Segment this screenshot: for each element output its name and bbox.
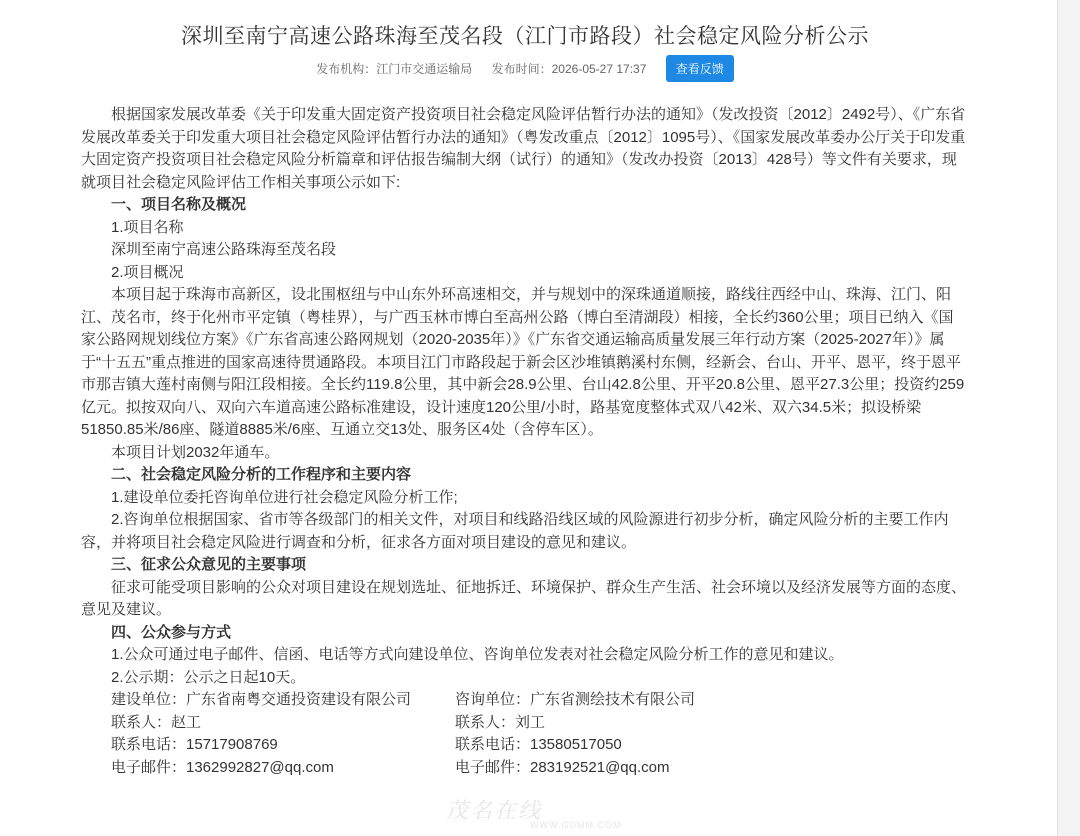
article-meta bbox=[0, 55, 1050, 82]
contact-row-persons bbox=[81, 712, 967, 735]
builder-unit: 建设单位：广东省南粤交通投资建设有限公司 bbox=[111, 691, 412, 708]
builder-contact-person: 联系人：赵工 bbox=[111, 713, 202, 731]
consultant-phone: 联系电话：13580517050 bbox=[455, 736, 622, 753]
project-completion: 本项目计划2032年通车。 bbox=[111, 443, 280, 461]
section-4-item-1: 1.公众可通过电子邮件、信函、电话等方式向建设单位、咨询单位发表对社会稳定风险分析工作的意见和建议。 bbox=[111, 646, 844, 663]
section-2-item-2: 2.咨询单位根据国家、省市等各级部门的相关文件，对项目和线路沿线区域的风险源进行初步分析，确定风险分析的主要工作内容，并将项目社会稳定风险进行调查和分析，征求各方面对项目建设的意见和建议。 bbox=[81, 511, 949, 551]
site-watermark-url: WWW.GDMM.COM bbox=[530, 820, 622, 830]
section-1-item-2: 2.项目概况 bbox=[111, 263, 184, 281]
section-1-item-1: 1.项目名称 bbox=[111, 218, 184, 236]
publisher-label: 发布机构：江门市交通运输局 bbox=[316, 62, 473, 76]
project-name: 深圳至南宁高速公路珠海至茂名段 bbox=[111, 241, 337, 258]
consultant-unit: 咨询单位：广东省测绘技术有限公司 bbox=[455, 691, 696, 708]
scrollbar[interactable] bbox=[1057, 0, 1080, 836]
builder-phone: 联系电话：15717908769 bbox=[111, 736, 278, 753]
contact-row-units bbox=[81, 689, 967, 712]
publish-time: 发布时间：2026-05-27 17:37 bbox=[491, 62, 647, 76]
page-title: 深圳至南宁高速公路珠海至茂名段（江门市路段）社会稳定风险分析公示 bbox=[181, 25, 869, 48]
article-body bbox=[81, 104, 967, 779]
builder-email: 电子邮件：1362992827@qq.com bbox=[111, 758, 334, 776]
consultant-email: 电子邮件：283192521@qq.com bbox=[455, 758, 670, 776]
section-3-heading: 三、征求公众意见的主要事项 bbox=[111, 556, 307, 573]
section-4-heading: 四、公众参与方式 bbox=[111, 623, 232, 641]
section-2-item-1: 1.建设单位委托咨询单位进行社会稳定风险分析工作; bbox=[111, 488, 458, 506]
consultant-contact-person: 联系人：刘工 bbox=[455, 713, 546, 731]
view-feedback-button[interactable]: 查看反馈 bbox=[666, 55, 734, 82]
section-2-heading: 二、社会稳定风险分析的工作程序和主要内容 bbox=[111, 466, 412, 483]
contact-row-phones bbox=[81, 734, 967, 757]
contact-row-emails bbox=[81, 757, 967, 780]
section-3-text: 征求可能受项目影响的公众对项目建设在规划选址、征地拆迁、环境保护、群众生产生活、社会环境以及经济发展等方面的态度、意见及建议。 bbox=[81, 578, 967, 618]
section-1-heading: 一、项目名称及概况 bbox=[111, 196, 247, 213]
intro-paragraph: 根据国家发展改革委《关于印发重大固定资产投资项目社会稳定风险评估暂行办法的通知》（发改投资〔2012〕2492号）、《广东省发展改革委关于印发重大项目社会稳定风险评估暂行办法的通知》（粤发改重点〔2012〕1095号）、《国家发展改革委办公厅关于印发重大固定资产投资项目社会稳定风险分析篇章和评估报告编制大纲（试行）的通知》（发改办投资〔2013〕428号）等文件有关要求，现就项目社会稳定风险评估工作相关事项公示如下: bbox=[81, 106, 966, 191]
project-overview: 本项目起于珠海市高新区，设北围枢纽与中山东外环高速相交，并与规划中的深珠通道顺接，路线往西经中山、珠海、江门、阳江、茂名市，终于化州市平定镇（粤桂界），与广西玉林市博白至高州公路（博白至清湖段）相接，全长约360公里；项目已纳入《国家公路网规划线位方案》《广东省高速公路网规划（2020-2035年）》《广东省交通运输高质量发展三年行动方案（2025-2027年）》属于“十五五”重点推进的国家高速待贯通路段。本项目江门市路段起于新会区沙堆镇鹅溪村东侧，经新会、台山、开平、恩平，终于恩平市那吉镇大莲村南侧与阳江段相接。全长约119.8公里，其中新会28.9公里、台山42.8公里、开平20.8公里、恩平27.3公里；投资约259亿元。拟按双向八、双向六车道高速公路标准建设，设计速度120公里/小时，路基宽度整体式双八42米、双六34.5米；拟设桥梁51850.85米/86座、隧道8885米/6座、互通立交13处、服务区4处（含停车区）。 bbox=[81, 286, 965, 438]
section-4-item-2: 2.公示期：公示之日起10天。 bbox=[111, 668, 306, 686]
site-watermark-logo: 茂名在线 bbox=[446, 798, 543, 823]
